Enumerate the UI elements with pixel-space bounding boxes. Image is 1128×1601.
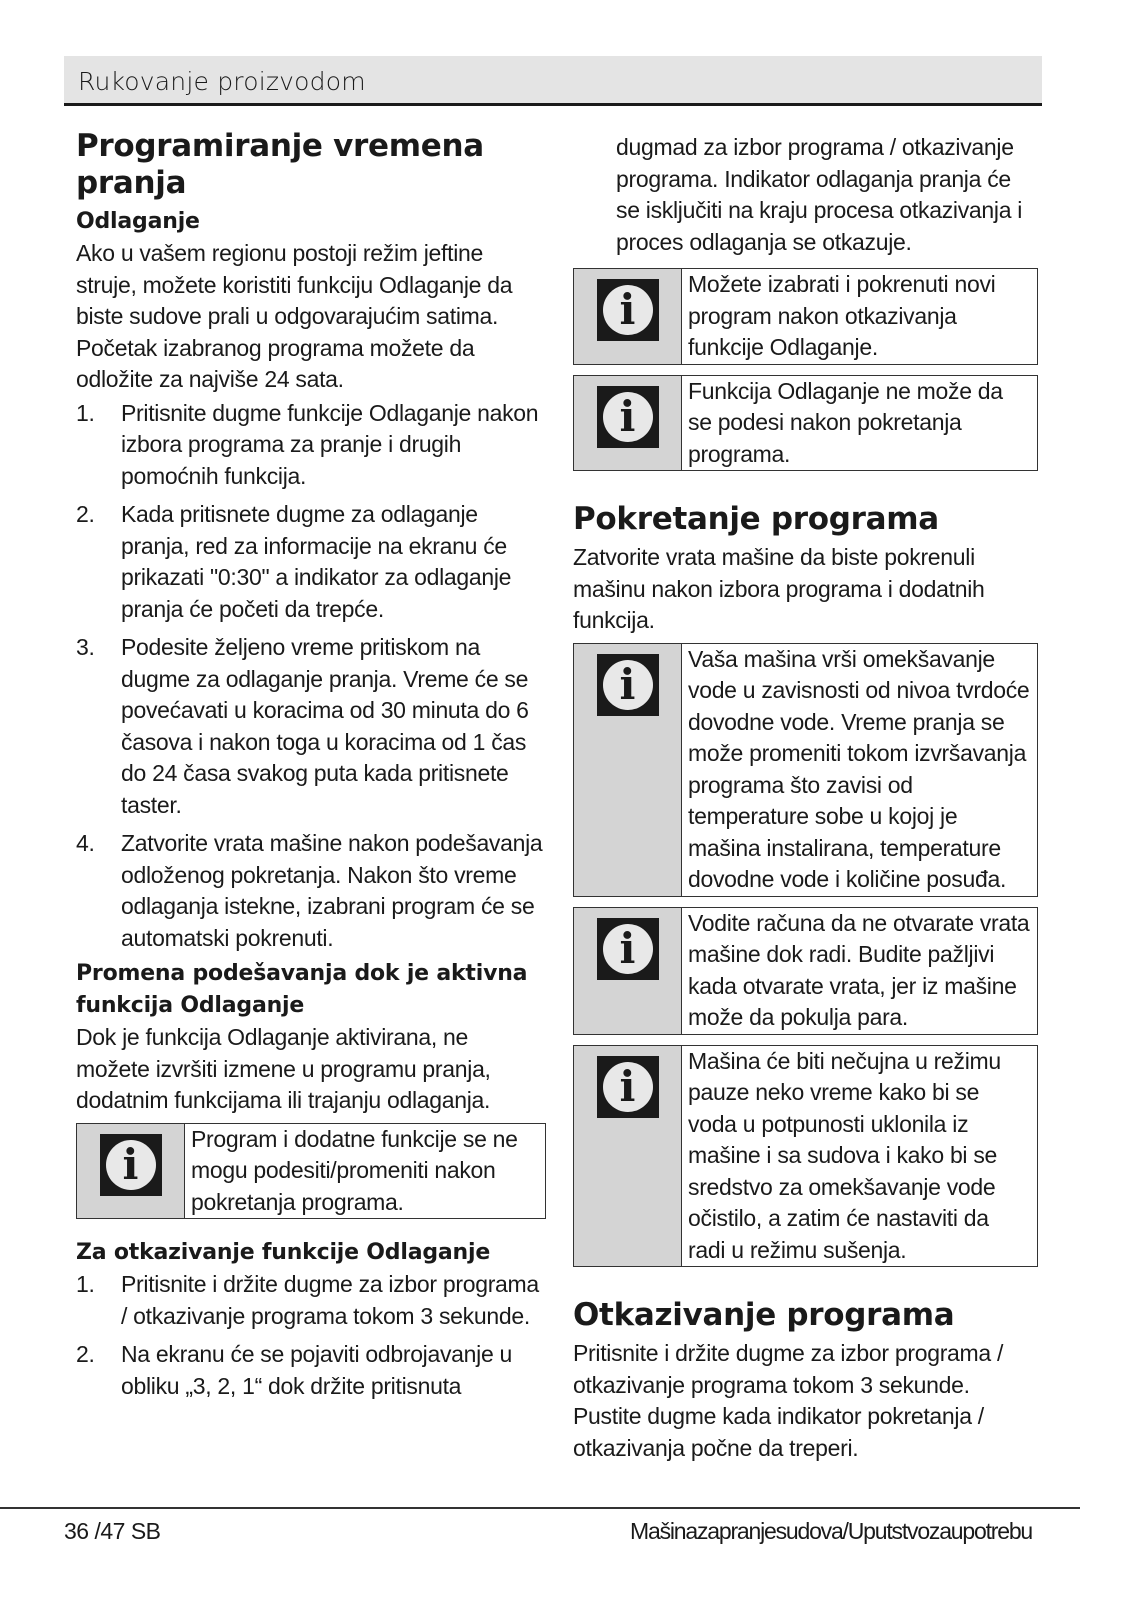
page-number: 36 /47 SB [64, 1518, 161, 1544]
list-item: 1. Pritisnite dugme funkcije Odlaganje nakon izbora programa za pranje i drugih pomoćnih funkcija. [76, 399, 539, 489]
section-title: Rukovanje proizvodom [78, 67, 366, 96]
start-program-text: Zatvorite vrata mašine da biste pokrenuli mašinu nakon izbora programa i dodatnih funkcija. [573, 544, 985, 633]
info-note [573, 1045, 1038, 1268]
info-note-text: Funkcija Odlaganje ne može da se podesi nakon pokretanja programa. [688, 377, 1003, 467]
info-note [573, 375, 1038, 472]
cancel-steps-list [76, 1269, 546, 1402]
list-item: 2. Na ekranu će se pojaviti odbrojavanje u obliku „3, 2, 1“ dok držite pritisnuta [76, 1341, 513, 1399]
info-note-text: Program i dodatne funkcije se ne mogu podesiti/promeniti nakon pokretanja programa. [191, 1125, 518, 1215]
info-icon: i [597, 918, 659, 980]
heading-cancel-program: Otkazivanje programa [573, 1297, 955, 1333]
list-item: 1. Pritisnite i držite dugme za izbor programa / otkazivanje programa tokom 3 sekunde. [76, 1271, 539, 1329]
info-note [573, 643, 1038, 897]
subheading-delay: Odlaganje [76, 209, 200, 234]
delay-steps-list [76, 398, 546, 955]
list-item: 4. Zatvorite vrata mašine nakon podešavanja odloženog pokretanja. Nakon što vreme odlaganja istekne, izabrani program će se automatski pokrenuti. [76, 830, 543, 951]
heading-start-program: Pokretanje programa [573, 501, 939, 537]
document-title: Mašinazapranjesudova/Uputstvozaupotrebu [630, 1518, 1032, 1544]
right-column [573, 132, 1038, 1464]
subheading-change-settings: Promena podešavanja dok je aktivna funkcija Odlaganje [76, 961, 528, 1018]
info-icon: i [597, 279, 659, 341]
subheading-cancel-delay: Za otkazivanje funkcije Odlaganje [76, 1240, 491, 1265]
list-item: 3. Podesite željeno vreme pritiskom na dugme za odlaganje pranja. Vreme će se povećavati u koracima od 30 minuta do 6 časova i nakon toga u koracima od 1 čas do 24 časa svakog puta kada pritisnete taster. [76, 634, 529, 818]
info-note-text: Vaša mašina vrši omekšavanje vode u zavisnosti od nivoa tvrdoće dovodne vode. Vreme pranja se može promeniti tokom izvršavanja programa što zavisi od temperature sobe u kojoj je mašina instalirana, temperature dovodne vode i količine posuđa. [688, 645, 1030, 892]
info-note-text: Mašina će biti nečujna u režimu pauze neko vreme kako bi se voda u potpunosti uklonila iz mašine i sa sudova i kako bi se sredstvo za omekšavanje vode očistilo, a zatim će nastaviti da radi u režimu sušenja. [688, 1047, 1001, 1263]
continuation-text: dugmad za izbor programa / otkazivanje programa. Indikator odlaganja pranja će se isključiti na kraju procesa otkazivanja i proces odlaganja se otkazuje. [616, 134, 1023, 255]
info-icon: i [597, 386, 659, 448]
info-icon: i [100, 1134, 162, 1196]
left-column [76, 128, 546, 1409]
info-note-text: Možete izabrati i pokrenuti novi program nakon otkazivanja funkcije Odlaganje. [688, 271, 996, 360]
list-item: 2. Kada pritisnete dugme za odlaganje pranja, red za informacije na ekranu će prikazati "0:30" a indikator za odlaganje pranja će početi da trepće. [76, 501, 512, 622]
heading-delay-programming: Programiranje vremena pranja [76, 128, 484, 201]
info-note-text: Vodite računa da ne otvarate vrata mašine dok radi. Budite pažljivi kada otvarate vrata, jer iz mašine može da pokulja para. [688, 909, 1030, 1030]
info-icon: i [597, 654, 659, 716]
delay-intro-text: Ako u vašem regionu postoji režim jeftine struje, možete koristiti funkciju Odlaganje da biste sudove prali u odgovarajućim satima. Početak izabranog programa možete da odložite za najviše 24 sata. [76, 240, 513, 392]
info-icon: i [597, 1056, 659, 1118]
info-note [76, 1123, 546, 1220]
section-header [64, 56, 1042, 106]
cancel-program-text: Pritisnite i držite dugme za izbor programa / otkazivanje programa tokom 3 sekunde. Pustite dugme kada indikator pokretanja / otkazivanja počne da treperi. [573, 1340, 1004, 1461]
info-note [573, 268, 1038, 365]
footer-divider [0, 1507, 1080, 1509]
info-note [573, 907, 1038, 1035]
change-settings-text: Dok je funkcija Odlaganje aktivirana, ne možete izvršiti izmene u programu pranja, dodatnim funkcijama ili trajanju odlaganja. [76, 1024, 491, 1113]
